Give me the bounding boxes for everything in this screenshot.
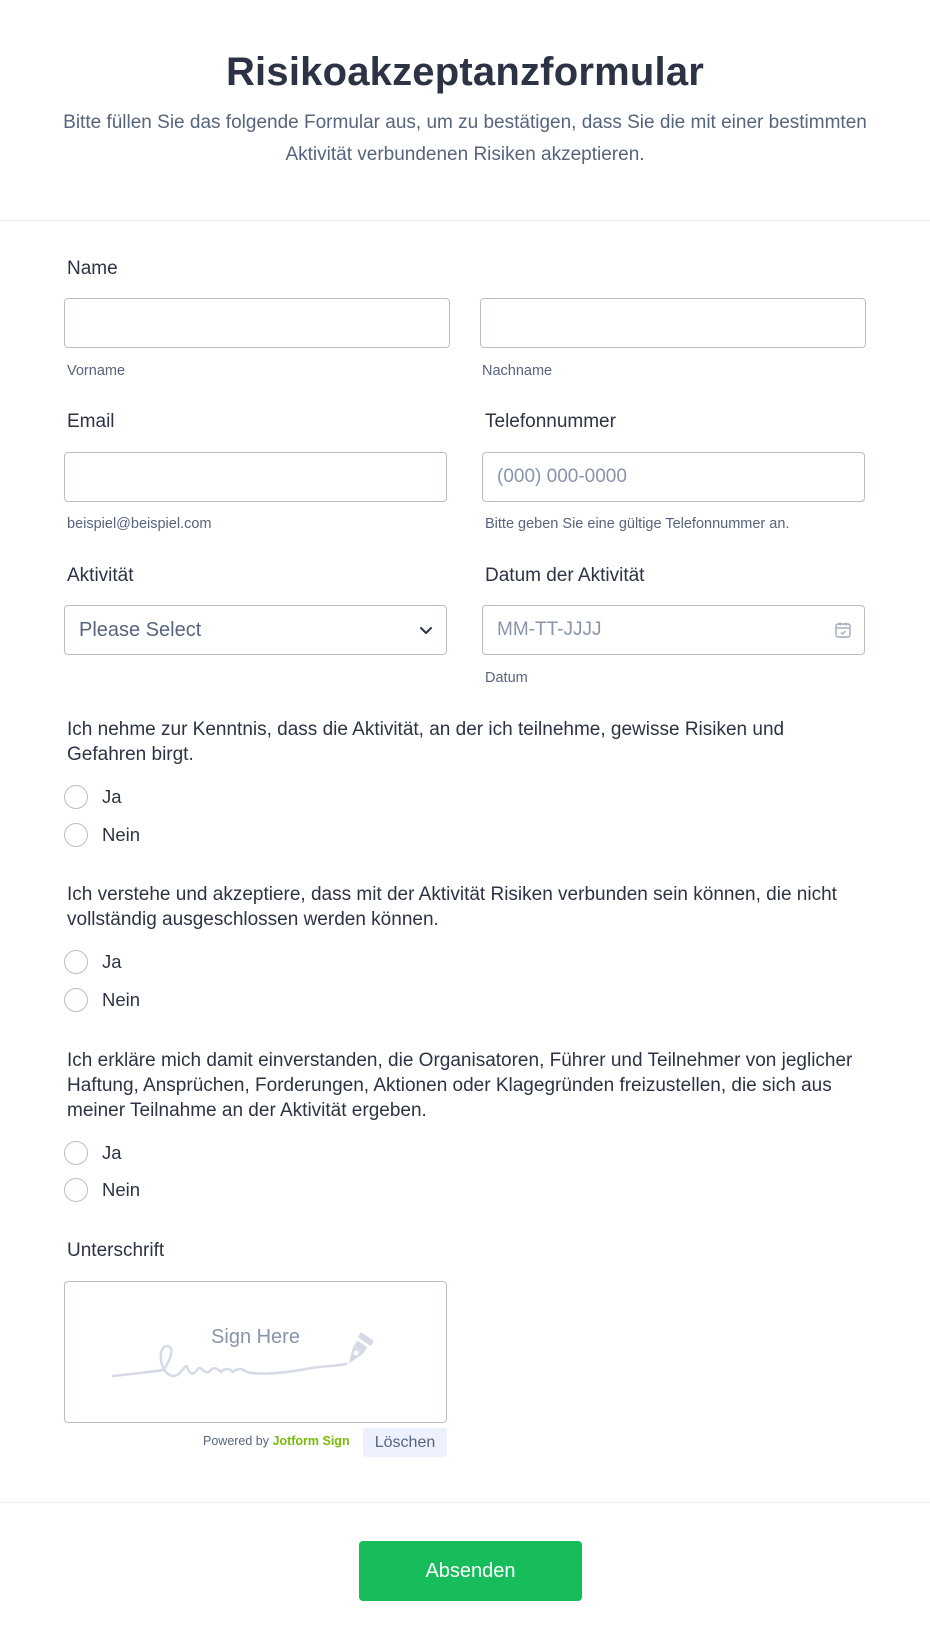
radio-label: Ja <box>102 786 122 807</box>
question-1-option-nein[interactable] <box>64 822 140 848</box>
phone-label: Telefonnummer <box>485 411 616 432</box>
radio-circle[interactable] <box>64 1178 88 1202</box>
page-title: Risikoakzeptanzformular <box>225 50 705 94</box>
email-label: Email <box>67 411 115 432</box>
radio-circle[interactable] <box>64 823 88 847</box>
question-3: Ich erkläre mich damit einverstanden, die Organisatoren, Führer und Teilnehmer von jeglicher Haftung, Ansprüchen, Forderungen, Aktionen oder Klagegründen freizustellen, die sich aus meiner Teilnahme an der Aktivität ergeben. <box>67 1050 853 1121</box>
radio-circle[interactable] <box>64 785 88 809</box>
question-2-option-nein[interactable] <box>64 987 140 1013</box>
radio-label: Ja <box>102 1142 122 1163</box>
signature-illustration-icon <box>111 1330 401 1400</box>
date-placeholder: MM-TT-JJJJ <box>497 619 602 640</box>
question-1: Ich nehme zur Kenntnis, dass die Aktivität, an der ich teilnehme, gewisse Risiken und Gefahren birgt. <box>67 719 785 765</box>
radio-circle[interactable] <box>64 1141 88 1165</box>
form-header <box>0 0 930 221</box>
activity-label: Aktivität <box>67 565 134 586</box>
radio-label: Nein <box>102 824 141 845</box>
activity-selected-value: Please Select <box>79 619 202 641</box>
clear-signature-button[interactable]: Löschen <box>363 1428 447 1457</box>
sign-here-placeholder: Sign Here <box>211 1326 300 1348</box>
question-2: Ich verstehe und akzeptiere, dass mit der Aktivität Risiken verbunden sein können, die nicht vollständig ausgeschlossen werden können. <box>67 884 837 930</box>
first-name-sublabel: Vorname <box>67 363 126 379</box>
email-input[interactable] <box>64 452 447 502</box>
calendar-icon[interactable] <box>834 621 852 639</box>
phone-input[interactable] <box>482 452 865 502</box>
submit-button[interactable]: Absenden <box>359 1541 582 1601</box>
radio-circle[interactable] <box>64 950 88 974</box>
last-name-sublabel: Nachname <box>482 363 553 379</box>
signature-pad[interactable] <box>64 1281 447 1423</box>
radio-circle[interactable] <box>64 988 88 1012</box>
last-name-input[interactable] <box>480 298 866 348</box>
radio-label: Nein <box>102 1179 141 1200</box>
question-2-option-ja[interactable] <box>64 949 122 975</box>
chevron-down-icon <box>418 622 434 638</box>
first-name-input[interactable] <box>64 298 450 348</box>
date-sublabel: Datum <box>485 670 528 686</box>
powered-by-label: Powered by <box>203 1434 270 1448</box>
jotform-sign-brand[interactable]: Jotform Sign <box>272 1434 350 1448</box>
email-sublabel: beispiel@beispiel.com <box>67 516 212 532</box>
form-description: Bitte füllen Sie das folgende Formular aus, um zu bestätigen, dass Sie die mit einer bestimmten Aktivität verbundenen Risiken akzeptieren. <box>63 112 867 165</box>
phone-sublabel: Bitte geben Sie eine gültige Telefonnummer an. <box>485 516 790 532</box>
question-3-option-nein[interactable] <box>64 1177 140 1203</box>
date-label: Datum der Aktivität <box>485 565 645 586</box>
form-footer <box>0 1502 930 1649</box>
date-input[interactable] <box>482 605 865 655</box>
radio-label: Nein <box>102 989 141 1010</box>
name-label: Name <box>67 258 118 279</box>
question-1-option-ja[interactable] <box>64 784 122 810</box>
activity-select[interactable] <box>64 605 447 655</box>
radio-label: Ja <box>102 951 122 972</box>
powered-by-text <box>203 1434 350 1448</box>
signature-label: Unterschrift <box>67 1240 165 1261</box>
question-3-option-ja[interactable] <box>64 1140 122 1166</box>
